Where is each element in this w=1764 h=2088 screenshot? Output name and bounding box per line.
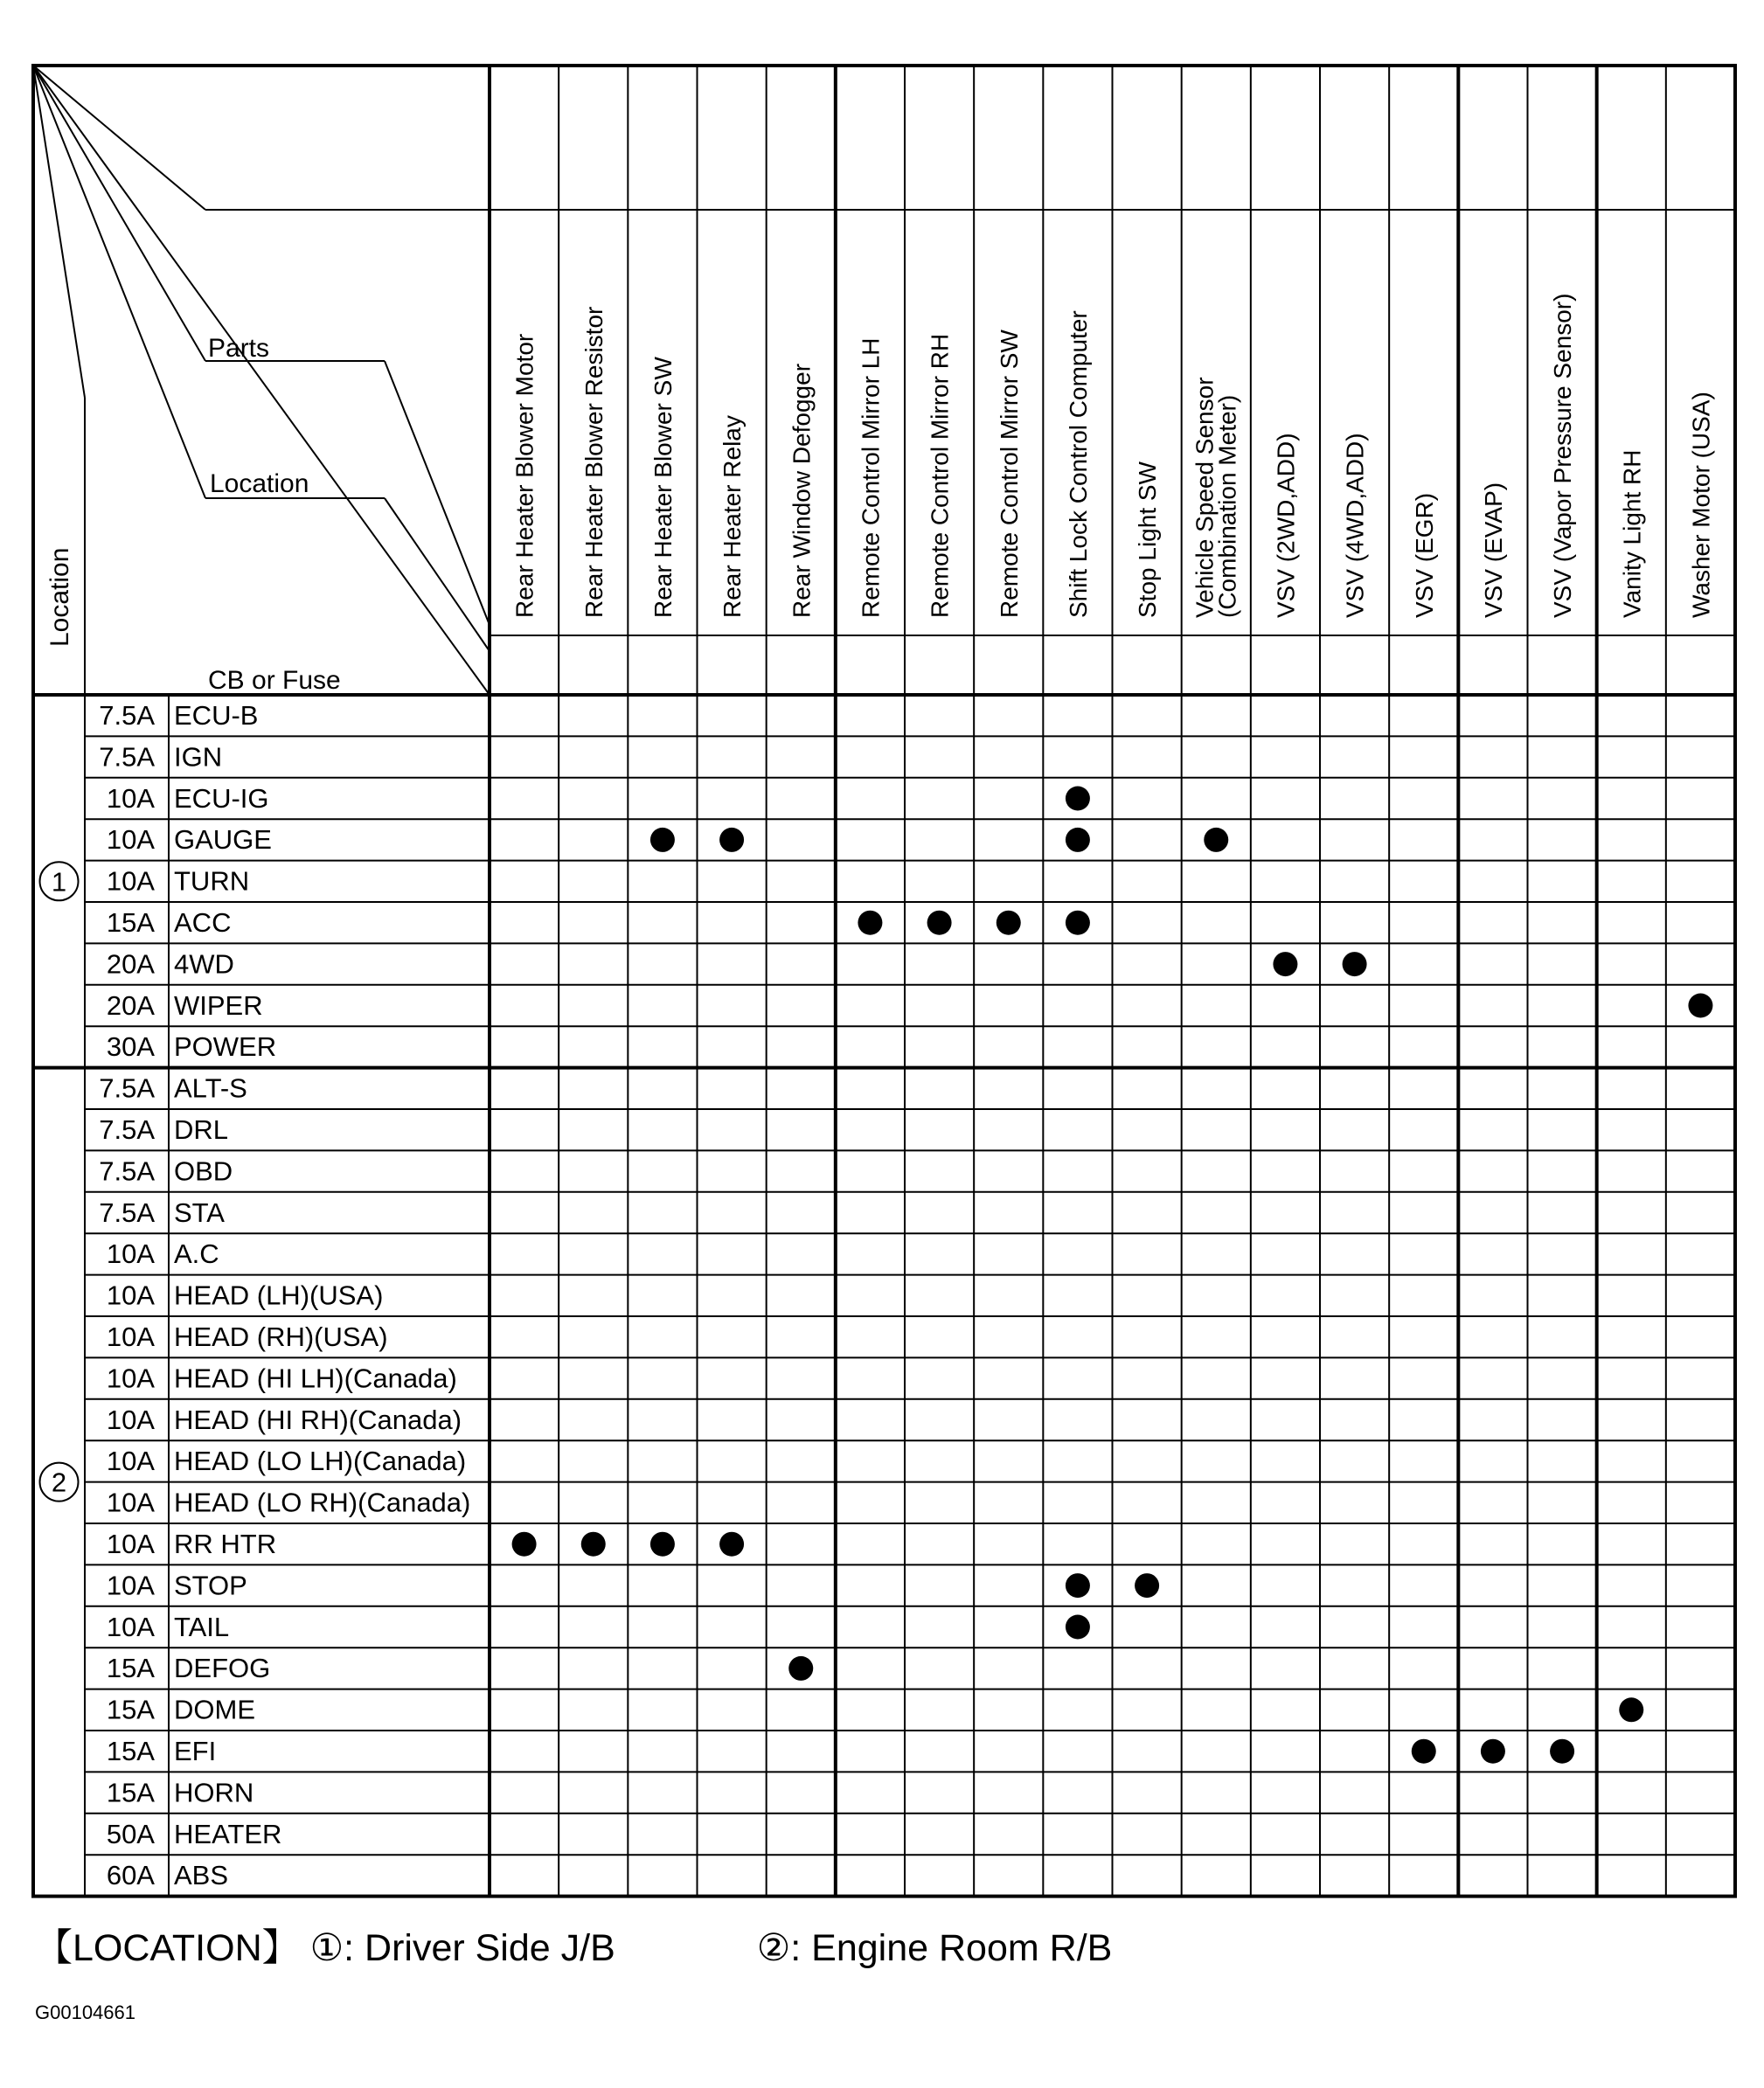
header-parts-label: Parts — [208, 334, 270, 363]
connection-dot — [1343, 952, 1367, 976]
group-labels — [40, 862, 79, 1501]
column-label — [1191, 377, 1240, 618]
header-cb-label: CB or Fuse — [208, 666, 341, 695]
group-number: 2 — [51, 1467, 67, 1498]
fuse-name: HEAD (LO RH)(Canada) — [174, 1487, 471, 1518]
fuse-amp: 30A — [106, 1031, 155, 1063]
connection-dot — [1066, 1573, 1090, 1598]
connection-dot — [1204, 828, 1228, 852]
connection-dot — [1550, 1739, 1574, 1764]
legend-title: 【LOCATION】 — [35, 1927, 300, 1969]
fuse-name: POWER — [174, 1031, 277, 1063]
fuse-name: ECU-B — [174, 700, 259, 731]
column-label: Shift Lock Control Computer — [1064, 310, 1092, 618]
connection-dot — [1481, 1739, 1505, 1764]
fuse-name: IGN — [174, 741, 223, 773]
fuse-amp: 10A — [106, 824, 155, 856]
group-number: 1 — [51, 866, 67, 898]
fuse-name: 4WD — [174, 948, 234, 980]
connection-dot — [512, 1532, 537, 1557]
fuse-amp: 10A — [106, 1404, 155, 1435]
fuse-amp: 10A — [106, 1280, 155, 1311]
fuse-name: TAIL — [174, 1611, 230, 1642]
diag-cb — [33, 66, 490, 695]
legend-location-2: ②: Engine Room R/B — [756, 1927, 1113, 1969]
fuse-name: TURN — [174, 865, 250, 897]
column-label: Rear Window Defogger — [788, 363, 816, 618]
grid-lines — [33, 66, 1735, 1897]
fuse-name: HORN — [174, 1777, 254, 1808]
connection-dot — [650, 828, 675, 852]
column-label: VSV (4WD,ADD) — [1341, 433, 1369, 618]
fuse-name: DRL — [174, 1114, 229, 1145]
connection-dot — [1273, 952, 1297, 976]
fuse-amp: 7.5A — [99, 700, 155, 731]
fuse-amp: 15A — [106, 1653, 155, 1684]
header-location-vertical-label: Location — [45, 547, 74, 647]
fuse-name: DEFOG — [174, 1653, 271, 1684]
column-label: VSV (EGR) — [1410, 492, 1438, 618]
column-label: Rear Heater Blower Motor — [510, 333, 538, 618]
connection-dot — [1412, 1739, 1436, 1764]
connection-dot — [858, 911, 882, 935]
fuse-name: HEAD (HI RH)(Canada) — [174, 1404, 462, 1435]
fuse-amp: 10A — [106, 1611, 155, 1642]
fuse-name: STA — [174, 1197, 225, 1228]
fuse-amp: 7.5A — [99, 741, 155, 773]
connection-dot — [1066, 911, 1090, 935]
fuse-name: ABS — [174, 1860, 229, 1891]
fuse-name: ACC — [174, 907, 232, 938]
fuse-amp: 10A — [106, 1238, 155, 1270]
fuse-amp: 10A — [106, 1570, 155, 1601]
fuse-name: ALT-S — [174, 1072, 247, 1104]
diag-top — [33, 66, 205, 210]
column-label: Rear Heater Relay — [719, 415, 747, 618]
fuse-amp: 10A — [106, 1529, 155, 1559]
connection-dot — [927, 911, 952, 935]
fuse-name: HEAD (LO LH)(Canada) — [174, 1446, 467, 1477]
table-border — [33, 66, 1735, 1897]
column-label: Washer Motor (USA) — [1687, 392, 1715, 618]
fuse-amp: 15A — [106, 1777, 155, 1808]
connection-dot — [581, 1532, 606, 1557]
column-label-line: (Combination Meter) — [1213, 394, 1241, 618]
connection-dot — [1066, 787, 1090, 811]
column-label: Remote Control Mirror LH — [857, 337, 885, 618]
header-diagonal-lines — [33, 66, 490, 695]
fuse-name: STOP — [174, 1570, 247, 1601]
column-label: Vanity Light RH — [1618, 449, 1646, 618]
fuse-amp: 15A — [106, 1736, 155, 1766]
fuse-name: OBD — [174, 1155, 233, 1187]
column-label: VSV (Vapor Pressure Sensor) — [1549, 293, 1577, 618]
fuse-amp: 10A — [106, 1487, 155, 1518]
connection-dot — [1066, 828, 1090, 852]
fuse-amp: 20A — [106, 948, 155, 980]
connection-dot — [1619, 1697, 1643, 1722]
connection-dot — [650, 1532, 675, 1557]
fuse-name: HEAD (RH)(USA) — [174, 1321, 388, 1352]
column-label: Remote Control Mirror RH — [926, 333, 954, 618]
diag-parts — [33, 66, 205, 361]
header-location-label: Location — [210, 469, 309, 498]
column-label: VSV (2WD,ADD) — [1272, 433, 1300, 618]
connection-dot — [788, 1656, 813, 1681]
connection-dot — [997, 911, 1021, 935]
fuse-amp: 20A — [106, 989, 155, 1021]
fuse-amp: 7.5A — [99, 1072, 155, 1104]
fuse-amp: 10A — [106, 1363, 155, 1394]
fuse-amp: 7.5A — [99, 1197, 155, 1228]
fuse-amp: 7.5A — [99, 1155, 155, 1187]
fuse-amp: 50A — [106, 1818, 155, 1849]
diag-location — [33, 66, 205, 498]
figure-code: G00104661 — [35, 2001, 135, 2023]
fuse-name: WIPER — [174, 989, 263, 1021]
fuse-name: A.C — [174, 1238, 219, 1270]
connection-dot — [1688, 994, 1712, 1018]
column-label: Remote Control Mirror SW — [995, 330, 1023, 618]
column-label: Stop Light SW — [1134, 461, 1162, 618]
fuse-name: ECU-IG — [174, 782, 269, 814]
fuse-name: HEATER — [174, 1818, 282, 1849]
fuse-amp: 15A — [106, 1694, 155, 1725]
fuse-amp: 10A — [106, 1321, 155, 1352]
fuse-name: RR HTR — [174, 1529, 277, 1559]
fuse-name: DOME — [174, 1694, 255, 1725]
fuse-name: GAUGE — [174, 824, 272, 856]
column-label: Rear Heater Blower SW — [649, 357, 677, 618]
fuse-amp: 10A — [106, 1446, 155, 1477]
fuse-name: EFI — [174, 1736, 217, 1766]
connection-dot — [1135, 1573, 1159, 1598]
fuse-amp: 7.5A — [99, 1114, 155, 1145]
fuse-name: HEAD (HI LH)(Canada) — [174, 1363, 457, 1394]
fuse-amp: 10A — [106, 865, 155, 897]
fuse-amp: 60A — [106, 1860, 155, 1891]
parts-diag — [385, 361, 490, 625]
connection-dot — [1066, 1615, 1090, 1640]
row-labels — [99, 700, 470, 1890]
diag-to-location — [33, 66, 85, 398]
connection-dot — [719, 1532, 744, 1557]
legend-location-1: ①: Driver Side J/B — [309, 1927, 615, 1969]
column-label-line: Vehicle Speed Sensor — [1191, 377, 1219, 618]
fuse-amp: 15A — [106, 907, 155, 938]
column-label: VSV (EVAP) — [1479, 482, 1507, 618]
location-diag — [385, 498, 490, 651]
fuse-name: HEAD (LH)(USA) — [174, 1280, 384, 1311]
location-legend — [35, 1918, 1112, 1972]
column-label: Rear Heater Blower Resistor — [580, 306, 608, 618]
connection-dot — [719, 828, 744, 852]
fuse-amp: 10A — [106, 782, 155, 814]
